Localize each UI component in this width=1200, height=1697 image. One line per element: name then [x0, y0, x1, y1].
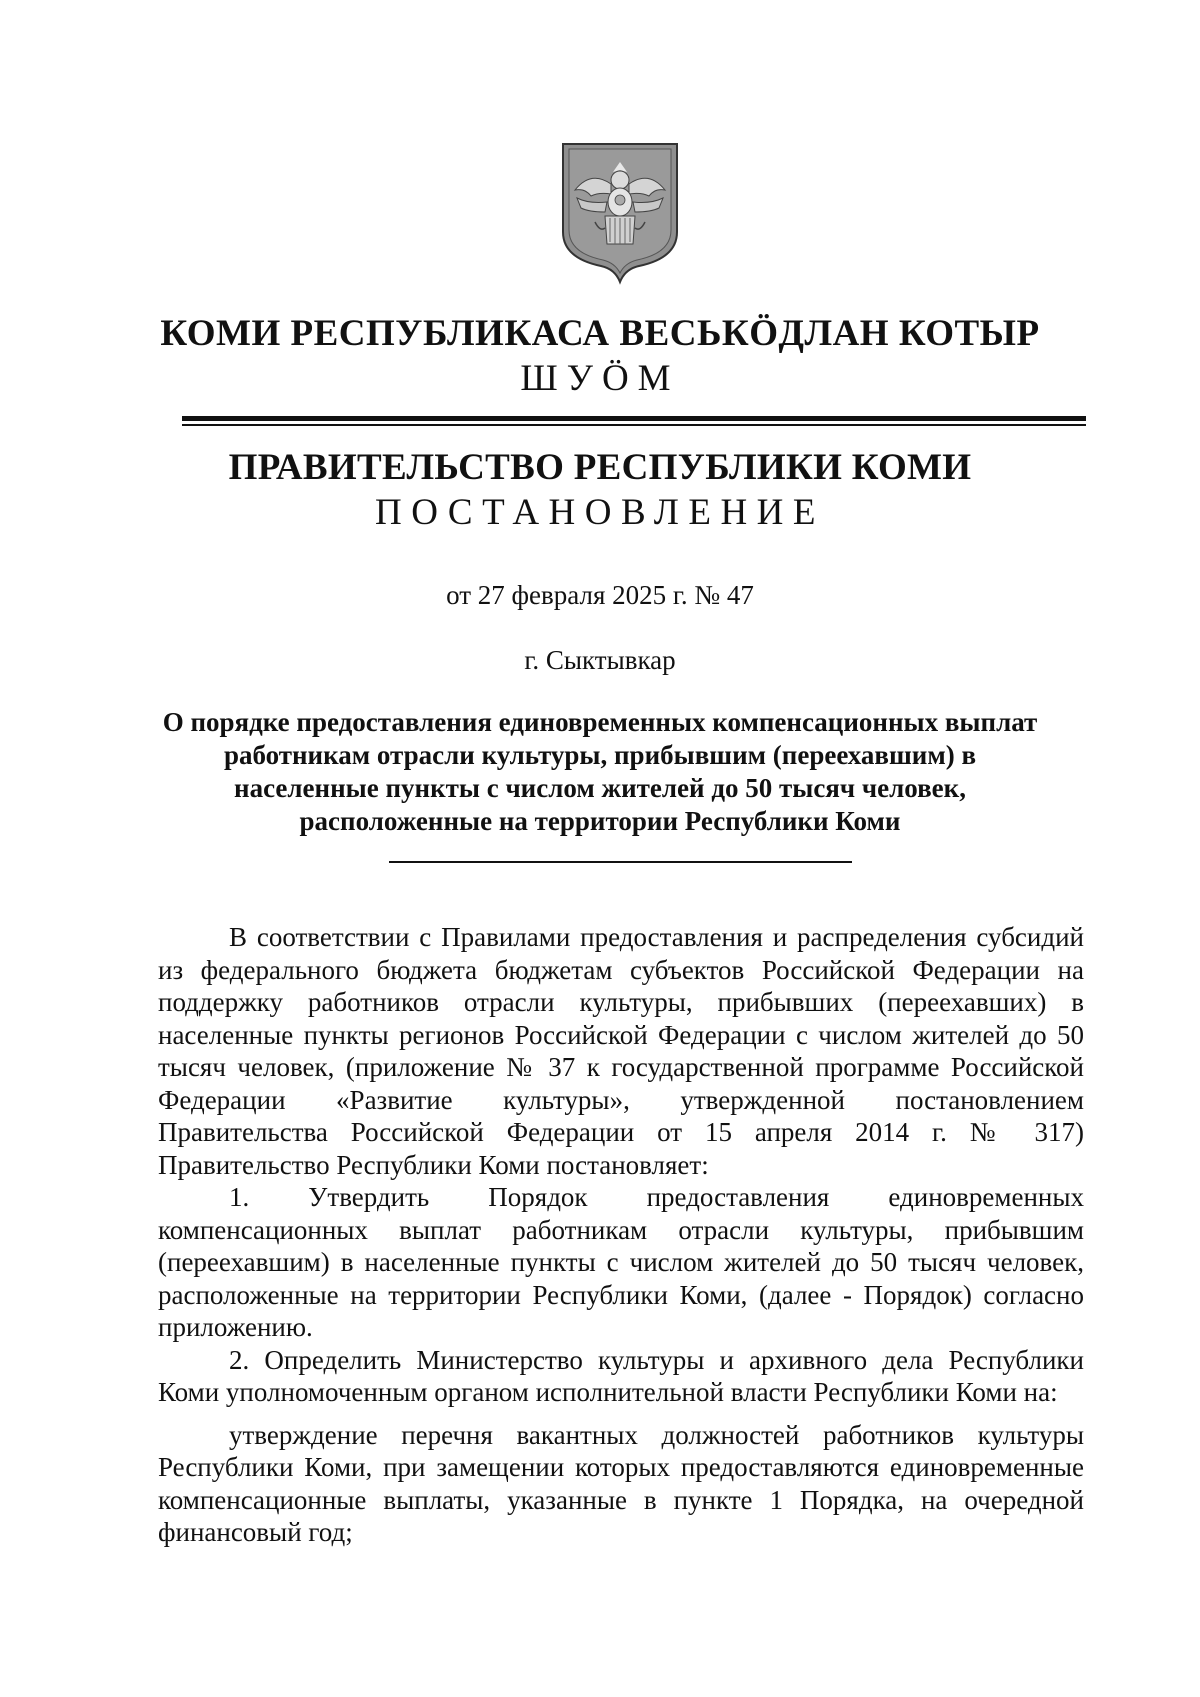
- document-heading: [145, 706, 1055, 838]
- body-paragraph: утверждение перечня вакантных должностей работников культуры Республики Коми, при замещении которых предоставляются единовременные компенсационные выплаты, указанные в пункте 1 Порядка, на очередной финансовый год;: [158, 1419, 1084, 1547]
- heading-line: работникам отрасли культуры, прибывшим (переехавшим) в: [223, 740, 977, 770]
- heading-line: расположенные на территории Республики Коми: [299, 806, 901, 836]
- body-paragraph: 1. Утвердить Порядок предоставления единовременных компенсационных выплат работникам отрасли культуры, прибывшим (переехавшим) в населенные пункты с числом жителей до 50 тысяч человек, расположенные на территории Республики Коми, (далее - Порядок) согласно приложению.: [158, 1182, 1084, 1342]
- heading-line: населенные пункты с числом жителей до 50 тысяч человек,: [234, 773, 966, 803]
- date-number-line: от 27 февраля 2025 г. № 47: [446, 580, 754, 610]
- document-type: ПОСТАНОВЛЕНИЕ: [375, 492, 825, 533]
- komi-subtitle: ШУӦМ: [520, 358, 680, 399]
- komi-title: КОМИ РЕСПУБЛИКАСА ВЕСЬКӦДЛАН КОТЫР: [160, 313, 1040, 354]
- heading-line: О порядке предоставления единовременных компенсационных выплат: [162, 707, 1038, 737]
- header-divider-thin: [182, 424, 1086, 426]
- heading-underline: [389, 861, 852, 863]
- body-paragraph: В соответствии с Правилами предоставления и распределения субсидий из федерального бюджета бюджетам субъектов Российской Федерации на поддержку работников отрасли культуры, прибывших (переехавших) в населенные пункты регионов Российской Федерации с числом жителей до 50 тысяч человек, (приложение № 37 к государственной программе Российской Федерации «Развитие культуры», утвержденной постановлением Правительства Российской Федерации от 15 апреля 2014 г. № 317) Правительство Республики Коми постановляет:: [158, 922, 1084, 1180]
- header-divider-thick: [182, 416, 1086, 421]
- city-line: г. Сыктывкар: [524, 645, 676, 675]
- document-body: [158, 921, 1084, 1549]
- coat-of-arms-icon: [555, 140, 685, 290]
- government-title: ПРАВИТЕЛЬСТВО РЕСПУБЛИКИ КОМИ: [228, 447, 972, 488]
- body-paragraph: 2. Определить Министерство культуры и архивного дела Республики Коми уполномоченным органом исполнительной власти Республики Коми на:: [158, 1344, 1084, 1407]
